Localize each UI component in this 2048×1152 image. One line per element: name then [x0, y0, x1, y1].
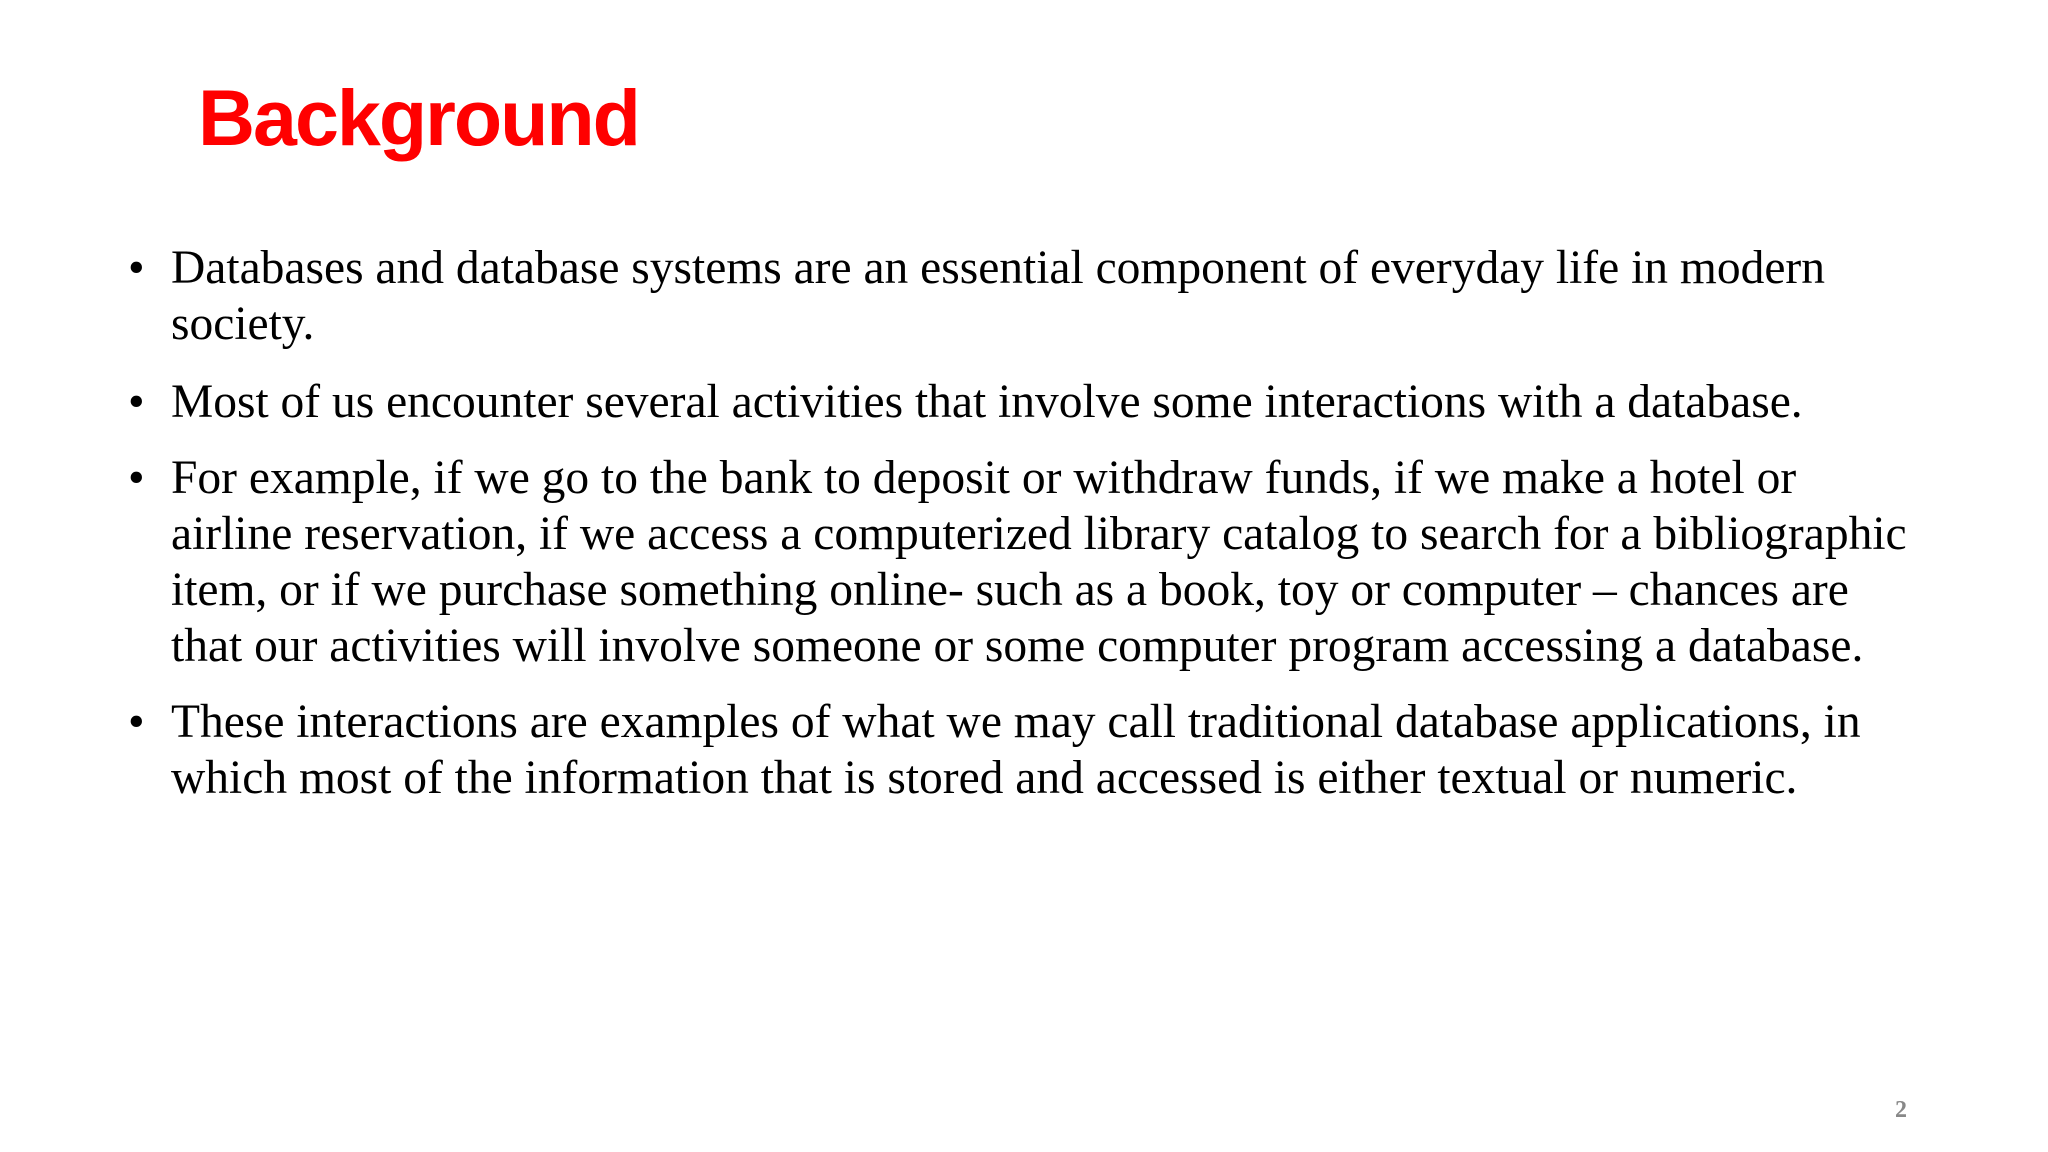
bullet-mark: •: [128, 696, 145, 748]
bullet-item: [128, 374, 1928, 430]
bullet-list: [128, 240, 1928, 826]
slide-title: Background: [198, 73, 639, 162]
bullet-mark: •: [128, 242, 145, 294]
bullet-text: For example, if we go to the bank to deposit or withdraw funds, if we make a hotel or airline reservation, if we access a computerized library catalog to search for a bibliographic item, or if we purchase something online- such as a book, toy or computer – chances are that our activities will involve someone or some computer program accessing a database.: [171, 452, 1907, 672]
bullet-mark: •: [128, 376, 145, 428]
bullet-mark: •: [128, 452, 145, 504]
bullet-text: Databases and database systems are an essential component of everyday life in modern society.: [171, 242, 1825, 350]
bullet-text: These interactions are examples of what we may call traditional database applications, in which most of the information that is stored and accessed is either textual or numeric.: [171, 696, 1861, 804]
page-number: 2: [1895, 1097, 1907, 1123]
bullet-item: [128, 694, 1928, 806]
bullet-item: [128, 450, 1928, 674]
bullet-text: Most of us encounter several activities that involve some interactions with a database.: [171, 376, 1803, 428]
bullet-item: [128, 240, 1928, 352]
